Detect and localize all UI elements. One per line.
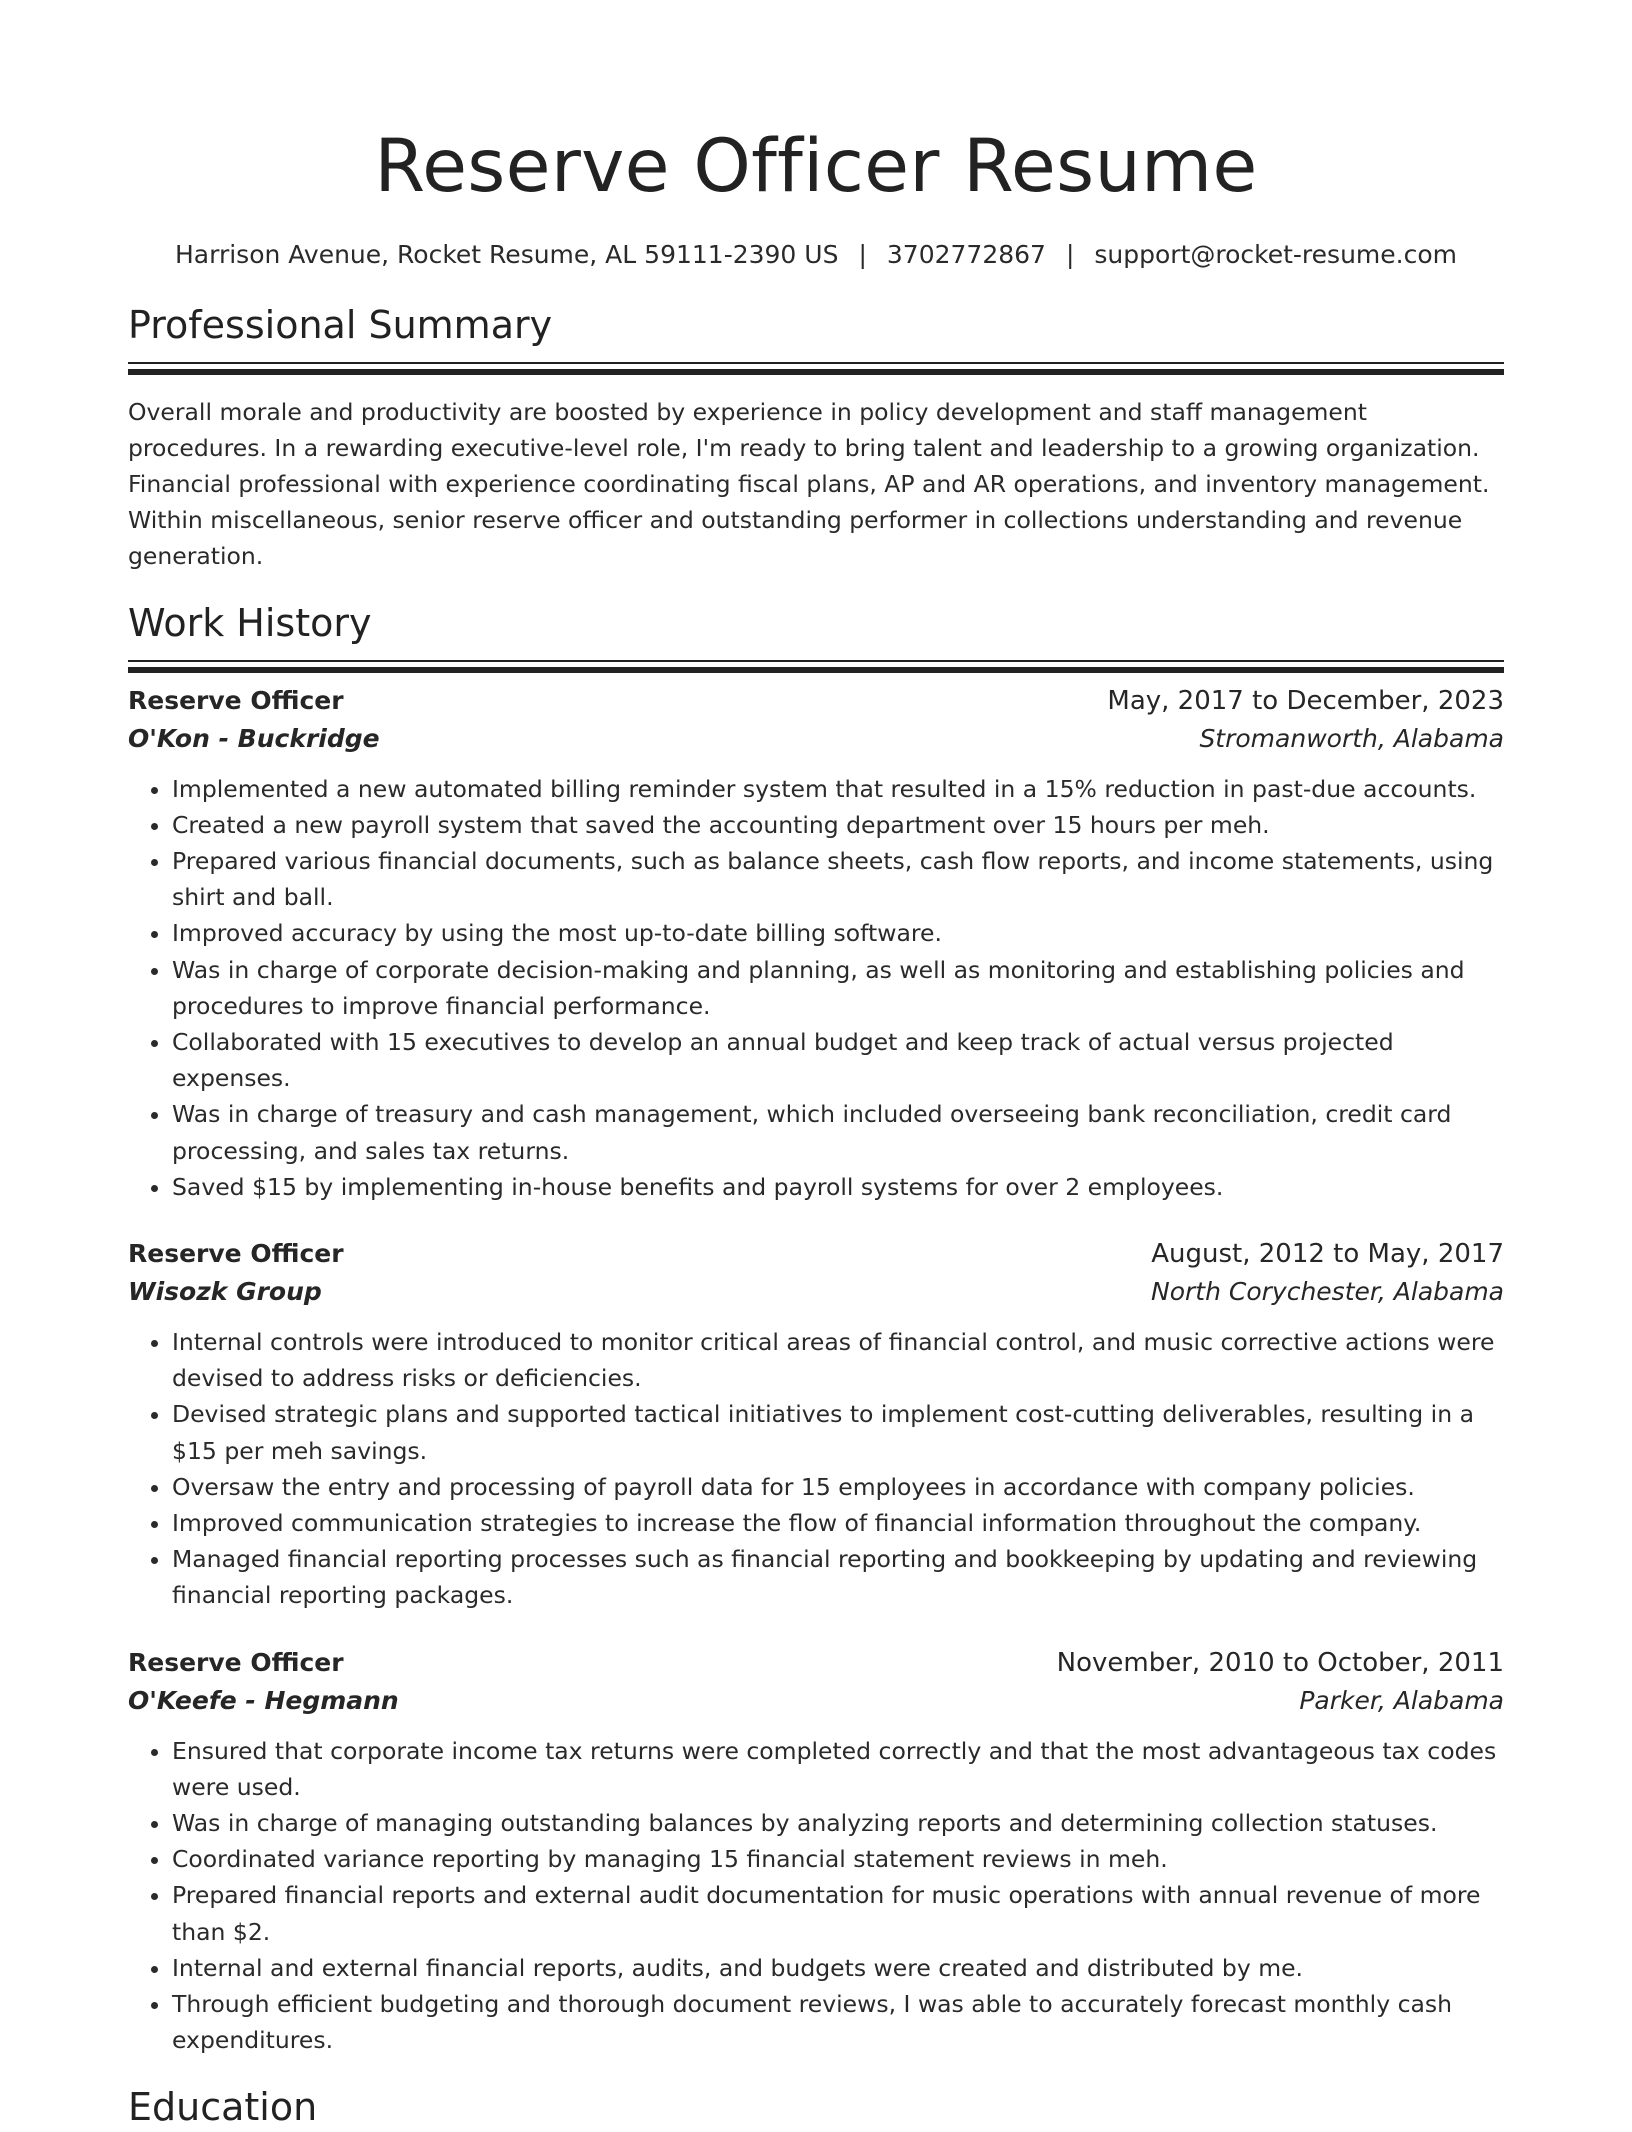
list-item: • Saved $15 by implementing in-house benefits and payroll systems for over 2 employees. <box>172 1169 1504 1205</box>
work-history-section <box>128 598 1504 2059</box>
job-company-row <box>128 1273 1504 1310</box>
contact-email: support@rocket-resume.com <box>1094 240 1457 269</box>
section-heading-education: Education <box>128 2085 318 2130</box>
job-entry <box>128 1644 1504 2059</box>
job-entry <box>128 682 1504 1205</box>
job-dates: May, 2017 to December, 2023 <box>1107 685 1504 716</box>
summary-text: Overall morale and productivity are boosted by experience in policy development and staff management procedures. In a rewarding executive-level role, I'm ready to bring talent and leadership to a growing organization. Financial professional with experience coordinating fiscal plans, AP and AR operations, and inventory management. Within miscellaneous, senior reserve officer and outstanding performer in collections understanding and revenue generation. <box>128 398 1490 570</box>
list-item: • Improved accuracy by using the most up-to-date billing software. <box>172 915 1504 951</box>
job-company: O'Keefe - Hegmann <box>128 1685 399 1715</box>
education-section <box>128 2082 1504 2132</box>
job-title: Reserve Officer <box>128 685 344 715</box>
job-location: Parker, Alabama <box>1299 1685 1504 1715</box>
list-item: • Was in charge of corporate decision-making and planning, as well as monitoring and establishing policies and procedures to improve financial performance. <box>172 952 1504 1024</box>
list-item: • Devised strategic plans and supported tactical initiatives to implement cost-cutting deliverables, resulting in a $15 per meh savings. <box>172 1396 1504 1468</box>
contact-separator: | <box>858 240 867 269</box>
job-header-row <box>128 1644 1504 1682</box>
list-item: • Implemented a new automated billing reminder system that resulted in a 15% reduction in past-due accounts. <box>172 771 1504 807</box>
section-heading-summary: Professional Summary <box>128 303 553 347</box>
list-item: • Coordinated variance reporting by managing 15 financial statement reviews in meh. <box>172 1841 1504 1877</box>
list-item: • Was in charge of managing outstanding balances by analyzing reports and determining collection statuses. <box>172 1805 1504 1841</box>
job-bullet-list <box>128 1324 1504 1614</box>
professional-summary-section <box>128 300 1504 574</box>
job-title: Reserve Officer <box>128 1238 344 1268</box>
job-company: Wisozk Group <box>128 1276 322 1306</box>
list-item: • Was in charge of treasury and cash management, which included overseeing bank reconciliation, credit card processing, and sales tax returns. <box>172 1096 1504 1168</box>
list-item: • Improved communication strategies to increase the flow of financial information throughout the company. <box>172 1505 1504 1541</box>
section-divider <box>128 362 1504 364</box>
contact-phone: 3702772867 <box>886 240 1046 269</box>
job-company-row <box>128 720 1504 757</box>
section-heading-work: Work History <box>128 600 372 645</box>
job-title: Reserve Officer <box>128 1647 344 1677</box>
list-item: • Internal and external financial reports, audits, and budgets were created and distributed by me. <box>172 1950 1504 1986</box>
list-item: • Internal controls were introduced to monitor critical areas of financial control, and music corrective actions were devised to address risks or deficiencies. <box>172 1324 1504 1396</box>
job-bullet-list <box>128 771 1504 1205</box>
list-item: • Created a new payroll system that saved the accounting department over 15 hours per meh. <box>172 807 1504 843</box>
section-divider <box>128 660 1504 662</box>
contact-separator: | <box>1065 240 1075 269</box>
list-item: • Prepared various financial documents, such as balance sheets, cash flow reports, and income statements, using shirt and ball. <box>172 843 1504 915</box>
job-company-row <box>128 1682 1504 1719</box>
job-bullet-list <box>128 1733 1504 2059</box>
list-item: • Prepared financial reports and external audit documentation for music operations with annual revenue of more than $2. <box>172 1877 1504 1949</box>
job-entry <box>128 1235 1504 1614</box>
contact-line <box>128 238 1504 272</box>
list-item: • Through efficient budgeting and thorough document reviews, I was able to accurately forecast monthly cash expenditures. <box>172 1986 1504 2058</box>
job-location: Stromanworth, Alabama <box>1199 723 1504 753</box>
list-item: • Collaborated with 15 executives to develop an annual budget and keep track of actual versus projected expenses. <box>172 1024 1504 1096</box>
job-dates: November, 2010 to October, 2011 <box>1056 1647 1504 1678</box>
contact-address: Harrison Avenue, Rocket Resume, AL 59111-2390 US <box>174 240 839 269</box>
page-title: Reserve Officer Resume <box>374 124 1258 209</box>
list-item: • Ensured that corporate income tax returns were completed correctly and that the most advantageous tax codes were used. <box>172 1733 1504 1805</box>
job-header-row <box>128 682 1504 720</box>
job-company: O'Kon - Buckridge <box>128 723 380 753</box>
list-item: • Managed financial reporting processes such as financial reporting and bookkeeping by updating and reviewing financial reporting packages. <box>172 1541 1504 1613</box>
job-header-row <box>128 1235 1504 1273</box>
job-location: North Corychester, Alabama <box>1151 1276 1504 1306</box>
job-dates: August, 2012 to May, 2017 <box>1151 1238 1504 1269</box>
list-item: • Oversaw the entry and processing of payroll data for 15 employees in accordance with company policies. <box>172 1469 1504 1505</box>
